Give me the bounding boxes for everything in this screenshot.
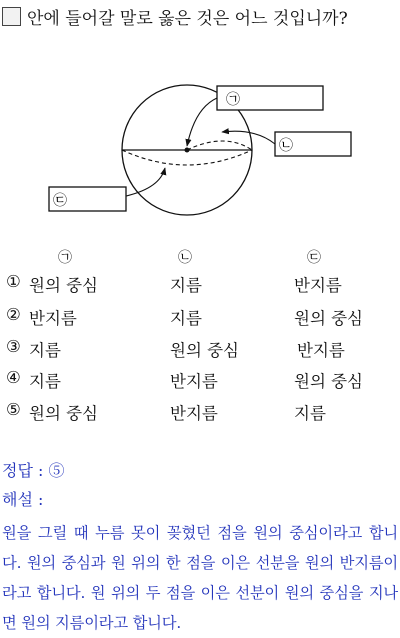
center-point — [185, 148, 190, 153]
arrow-1 — [187, 98, 217, 146]
choice-col-b: 원의 중심 — [170, 341, 240, 360]
choice-number: ⑤ — [6, 400, 21, 419]
label-3: ㉢ — [53, 193, 67, 209]
choice-number: ④ — [6, 368, 21, 387]
choice-number: ② — [6, 305, 21, 324]
choice-col-a: 원의 중심 — [29, 276, 99, 295]
choice-col-a: 반지름 — [29, 309, 77, 328]
answer-label: 정답 : ⑤ — [2, 461, 65, 480]
choice-col-b: 반지름 — [170, 404, 218, 423]
choice-col-b: 반지름 — [170, 372, 218, 391]
choice-col-c: 원의 중심 — [294, 372, 364, 391]
label-1: ㉠ — [226, 92, 240, 108]
column-header-1: ㉠ — [58, 250, 72, 266]
choice-col-c: 반지름 — [294, 276, 342, 295]
choice-col-c: 지름 — [294, 404, 326, 423]
dashed-ellipse-back — [187, 141, 252, 150]
circle-diagram — [0, 70, 400, 230]
explanation-label: 해설 : — [2, 490, 44, 509]
question — [2, 4, 348, 29]
choice-col-b: 지름 — [170, 276, 202, 295]
choice-col-a: 지름 — [29, 372, 61, 391]
choice-col-c: 원의 중심 — [294, 309, 364, 328]
column-header-3: ㉢ — [307, 250, 321, 266]
choice-col-c: 반지름 — [297, 341, 345, 360]
choice-col-a: 원의 중심 — [29, 404, 99, 423]
question-text: 안에 들어갈 말로 옳은 것은 어느 것입니까? — [27, 9, 348, 29]
choice-col-a: 지름 — [29, 341, 61, 360]
arrow-3 — [126, 168, 165, 196]
explanation-text: 원을 그릴 때 누름 못이 꽂혔던 점을 원의 중심이라고 합니다. 원의 중심과 원 위의 한 점을 이은 선분을 원의 반지름이라고 합니다. 원 위의 두 점을 이은 선분이 원의 중심을 지나면 원의 지름이라고 합니다. — [2, 524, 398, 632]
choice-col-b: 지름 — [170, 309, 202, 328]
column-header-2: ㉡ — [178, 250, 192, 266]
blank-box-icon — [2, 7, 21, 26]
choice-number: ① — [6, 272, 21, 291]
choice-number: ③ — [6, 337, 21, 356]
label-2: ㉡ — [279, 138, 293, 154]
